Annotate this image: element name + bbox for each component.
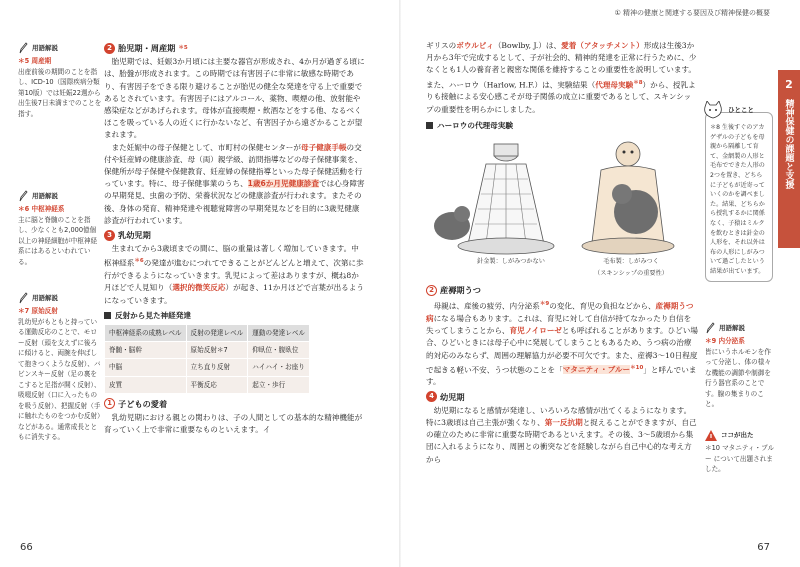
caption-cloth — [576, 256, 686, 280]
table-title: 反射から見た神経発達 — [104, 310, 366, 322]
caption-line: （スキンシップの重要性） — [594, 270, 668, 278]
text: ）が起き、11か月ほどで言葉が出るようになっていきます。 — [104, 283, 364, 305]
right-main-column — [426, 40, 698, 466]
pencil-icon — [705, 322, 715, 334]
figure-title: ハーロウの代理母実験 — [426, 120, 698, 132]
paragraph — [104, 142, 366, 227]
caption-line: 毛布製：しがみつく — [603, 257, 659, 265]
warning-icon — [705, 430, 717, 441]
keyword: 1歳6か月児健康診査 — [247, 179, 319, 189]
section-heading-toddler — [426, 391, 698, 403]
sidenote-body: 皆にいうホルモンを作って分泌し、体の様々な機能の調節や制御を行う器官系のことです。腺の集まりのこと。 — [705, 347, 771, 408]
keyword: 選択的微笑反応 — [172, 283, 226, 293]
footnote-ref: ＊9 — [539, 301, 550, 308]
sidenote-head-label: 用語解説 — [32, 191, 58, 200]
caption-wire: 針金製：しがみつかない — [477, 257, 545, 265]
sidenote-endocrine — [705, 322, 775, 410]
footnote-ref: ＊10 — [630, 364, 644, 371]
table-header: 反射の発達レベル — [186, 325, 248, 342]
pencil-icon — [18, 190, 28, 202]
sidenote-body: ＊10 マタニティ・ブルー について出題されました。 — [705, 444, 775, 473]
text: 」と呼んでいます。 — [426, 365, 697, 387]
subsection-number: 2 — [426, 285, 437, 296]
section-title: 幼児期 — [440, 391, 465, 402]
subsection-title: 産褥期うつ — [440, 284, 481, 295]
cloth-mother — [582, 142, 674, 254]
sidenote-head-label: 用語解説 — [719, 323, 745, 332]
keyword: 愛着（アタッチメント） — [561, 41, 644, 50]
left-main-column — [104, 40, 366, 436]
table-cell: 起立・歩行 — [248, 376, 310, 393]
section-title: 胎児期・周産期 — [118, 43, 176, 53]
baby-monkey — [434, 206, 470, 240]
sidenote-cns — [18, 190, 102, 267]
sidenote-perinatal — [18, 42, 102, 119]
text: 母親は、産後の疲労、内分泌系 — [433, 301, 540, 311]
paragraph: 乳幼児期における親との関わりは、子の人間としての基本的な精神機能が育っていく上で非常に重要なものといえます。イ — [104, 413, 363, 435]
hitokoto-callout — [705, 106, 773, 282]
sidenote-head-label: 用語解説 — [32, 293, 58, 302]
callout-label: ひとこと — [728, 106, 754, 114]
harlow-figure — [426, 134, 698, 282]
text: の変化、育児の負担などから、 — [549, 301, 656, 311]
cat-icon — [702, 101, 724, 119]
text: また妊娠中の母子保健として、市町村の保健センターが — [111, 142, 301, 152]
chapter-title: 精神保健の課題と支援 — [783, 99, 794, 189]
section-number: 4 — [426, 391, 437, 402]
paragraph — [426, 405, 698, 466]
subsection-heading-attachment — [104, 398, 366, 410]
keyword: 第一反抗期 — [544, 418, 583, 428]
keyword: ボウルビィ — [456, 41, 494, 50]
pencil-icon — [18, 42, 28, 54]
table-cell: 中脳 — [105, 359, 187, 376]
table-cell: 立ち直り反射 — [186, 359, 248, 376]
table-row — [105, 376, 310, 393]
sidenote-body: 出産前後の期間のことを指し、ICD-10（国際疾病分類第10版）では妊娠22週から出生後7日未満までのことを指す。 — [18, 67, 102, 118]
sidenote-body: 主に脳と脊髄のことを指し、少なくとも2,000億個以上の神経細胞が中枢神経系にはあるといわれている。 — [18, 215, 98, 266]
text: とも呼ばれることがあります。ひどい場合、ひどいときには母子心中に発展してしまうこともあるため、うつ病の治療的対応のみならず、周囲の理解協力が必要不可欠です。また、産褥3～10日程度で起きる軽い不安、うつ状態のことを「 — [426, 326, 698, 375]
sidenote-title: ＊9 内分泌系 — [705, 337, 745, 345]
section-heading-perinatal — [104, 42, 366, 54]
keyword: 母子健康手帳 — [300, 142, 347, 152]
text: 生まれてから3歳頃までの間に、脳の重量は著しく増加していきます。中枢神経系 — [104, 244, 359, 268]
table-cell: 脊髄・脳幹 — [105, 342, 187, 359]
footnote-ref: ＊8 — [633, 79, 643, 86]
sidenote-head — [18, 42, 102, 54]
text: になる場合もあります。これは、育児に対して自信が持てなかったり自信を失ってしまうことから、 — [426, 313, 692, 336]
text: の交付や妊産婦の健康診査、母（両）親学級、訪問指導などの母子保健事業を、保健所が母子保健や保健教育、妊産婦の保健指導といった母子保健活動を行っています。特に、母子保健事業のうち、 — [104, 142, 363, 189]
table-cell: 原始反射＊7 — [186, 342, 248, 359]
sidenote-head — [18, 292, 102, 304]
page-number: 67 — [757, 542, 770, 553]
running-header: ① 精神の健康と関連する要因及び精神保健の概要 — [614, 9, 770, 17]
table-row — [105, 359, 310, 376]
sidenote-title: ＊6 中枢神経系 — [18, 205, 65, 213]
section-heading-infancy — [104, 229, 366, 241]
sidenote-body: 乳幼児がもともと持っている運動反応のことで、モロー反射（頭を支えずに後ろに傾けると、両腕を伸ばして抱きつくような反射）、バビンスキー反射（足の裏をこすると足指が開く反射）、吸啜反射（口に入ったものを吸う反射）、把握反射（手に触れたものをつかむ反射）などがある。通常成長とともに消失する。 — [18, 317, 101, 441]
paragraph — [426, 298, 698, 388]
footnote-ref: ＊6 — [134, 258, 144, 265]
wire-mother — [458, 144, 554, 254]
table-cell: 平衡反応 — [186, 376, 248, 393]
sidenote-maternity-blue — [705, 430, 775, 475]
subsection-title: 子どもの愛着 — [118, 398, 168, 409]
right-page — [400, 0, 800, 567]
chapter-number: 2 — [785, 78, 793, 91]
table-header: 運動の発達レベル — [248, 325, 310, 342]
text: （Bowlby, J.）は、 — [493, 41, 562, 50]
section-number: 3 — [104, 230, 115, 241]
subsection-number: 1 — [104, 398, 115, 409]
paragraph — [104, 243, 366, 307]
sidenote-head — [18, 190, 102, 202]
sidenote-title: ＊7 原始反射 — [18, 307, 58, 315]
text: 幼児期になると感情が発達し、いろいろな感情が出てくるようになります。特に3歳頃は自己主張が強くなり、 — [426, 405, 692, 428]
pencil-icon — [18, 292, 28, 304]
paragraph — [426, 40, 698, 116]
subsection-heading-postpartum — [426, 284, 698, 296]
callout-body: ＊8 生後すぐのアカゲザルの子どもを母親から隔離して育て、金網製の人形と毛布でできた人形の2つを置き、どちらに子どもが近寄っていくのかを調べました。結果、どちらから授乳するかに関係なく、子猿はミルクを飲むときは針金の人形を、それ以外は布の人形にしがみついて過ごしたという結果が出ています。 — [710, 124, 765, 275]
paragraph: 胎児期では、妊娠3か月頃には主要な器官が形成され、4か月が過ぎる頃には、胎盤が形成されます。この時期では有害因子に非常に敏感な時期であり、有害因子をできる限り避けることが胎児の健全な発達を守る上で重要であるとされています。有害因子にはアルコール、薬物、喫煙の他、放射能や感染症などがあげられます。母体が直接喫煙・飲酒などをする他、なるべくほこを吸っている人の近くに行かないなど、有害因子から遠ざかることが望まれます。 — [104, 57, 365, 140]
table-row — [105, 342, 310, 359]
text: 形成は生後3か月から3年で完成するとして、子が社会的、精神的発達を正常に行うために、少なくとも1人の養育者と親密な関係を維持することの重要性を説明しています。また、ハーロウ（Harlow, H.F.）は、実験結果（ — [426, 41, 697, 90]
keyword: 産褥期うつ病 — [426, 301, 694, 323]
table-cell: ハイハイ・お座り — [248, 359, 310, 376]
keyword: 代理母実験 — [595, 80, 634, 90]
chapter-tab — [778, 70, 800, 248]
keyword: 育児ノイローゼ — [509, 326, 562, 336]
footnote-ref: ＊5 — [178, 45, 188, 51]
sidenote-head-label: 用語解説 — [32, 43, 58, 52]
table-cell: 皮質 — [105, 376, 187, 393]
text: と捉えることができますが、自己の確立のために非常に重要な時期であるといえます。その後、3～5歳頃から集団に入れるようになり、周囲との衝突などを経験しながら自己中心的な考え方から — [426, 418, 697, 464]
section-title: 乳幼児期 — [118, 230, 151, 241]
page-number: 66 — [20, 542, 33, 553]
table-header: 中枢神経系の成熟レベル — [105, 325, 187, 342]
text: ）から、授乳よりも接触による安心感こそが母子関係の成立に重要であるとして、スキンシップの重要性を明らかにしました。 — [426, 80, 696, 114]
sidenote-head-label: ココが出た — [721, 431, 754, 440]
text: の発達が進むにつれてできることがどんどんと増えて、次第に歩行ができるようになっていきます。乳児によって差はありますが、概ね8か月ほどで人見知り（ — [104, 258, 364, 293]
sidenote-title: ＊5 周産期 — [18, 57, 52, 65]
table-cell: 仰臥位・腹臥位 — [248, 342, 310, 359]
section-number: 2 — [104, 43, 115, 54]
keyword: マタニティ・ブルー — [562, 365, 631, 375]
text: ギリスの — [426, 41, 457, 50]
reflex-table — [104, 324, 310, 394]
sidenote-head — [705, 322, 775, 334]
sidenote-primitive-reflex — [18, 292, 102, 443]
text: では心身障害の早期発見、虫歯の予防、栄養状況などの健康診査が行われます。またその後、身体の発育、精神発達や視聴覚障害の早期発見などを目的に3歳児健康診査が行われています。 — [104, 179, 365, 225]
sidenote-head — [705, 430, 775, 441]
